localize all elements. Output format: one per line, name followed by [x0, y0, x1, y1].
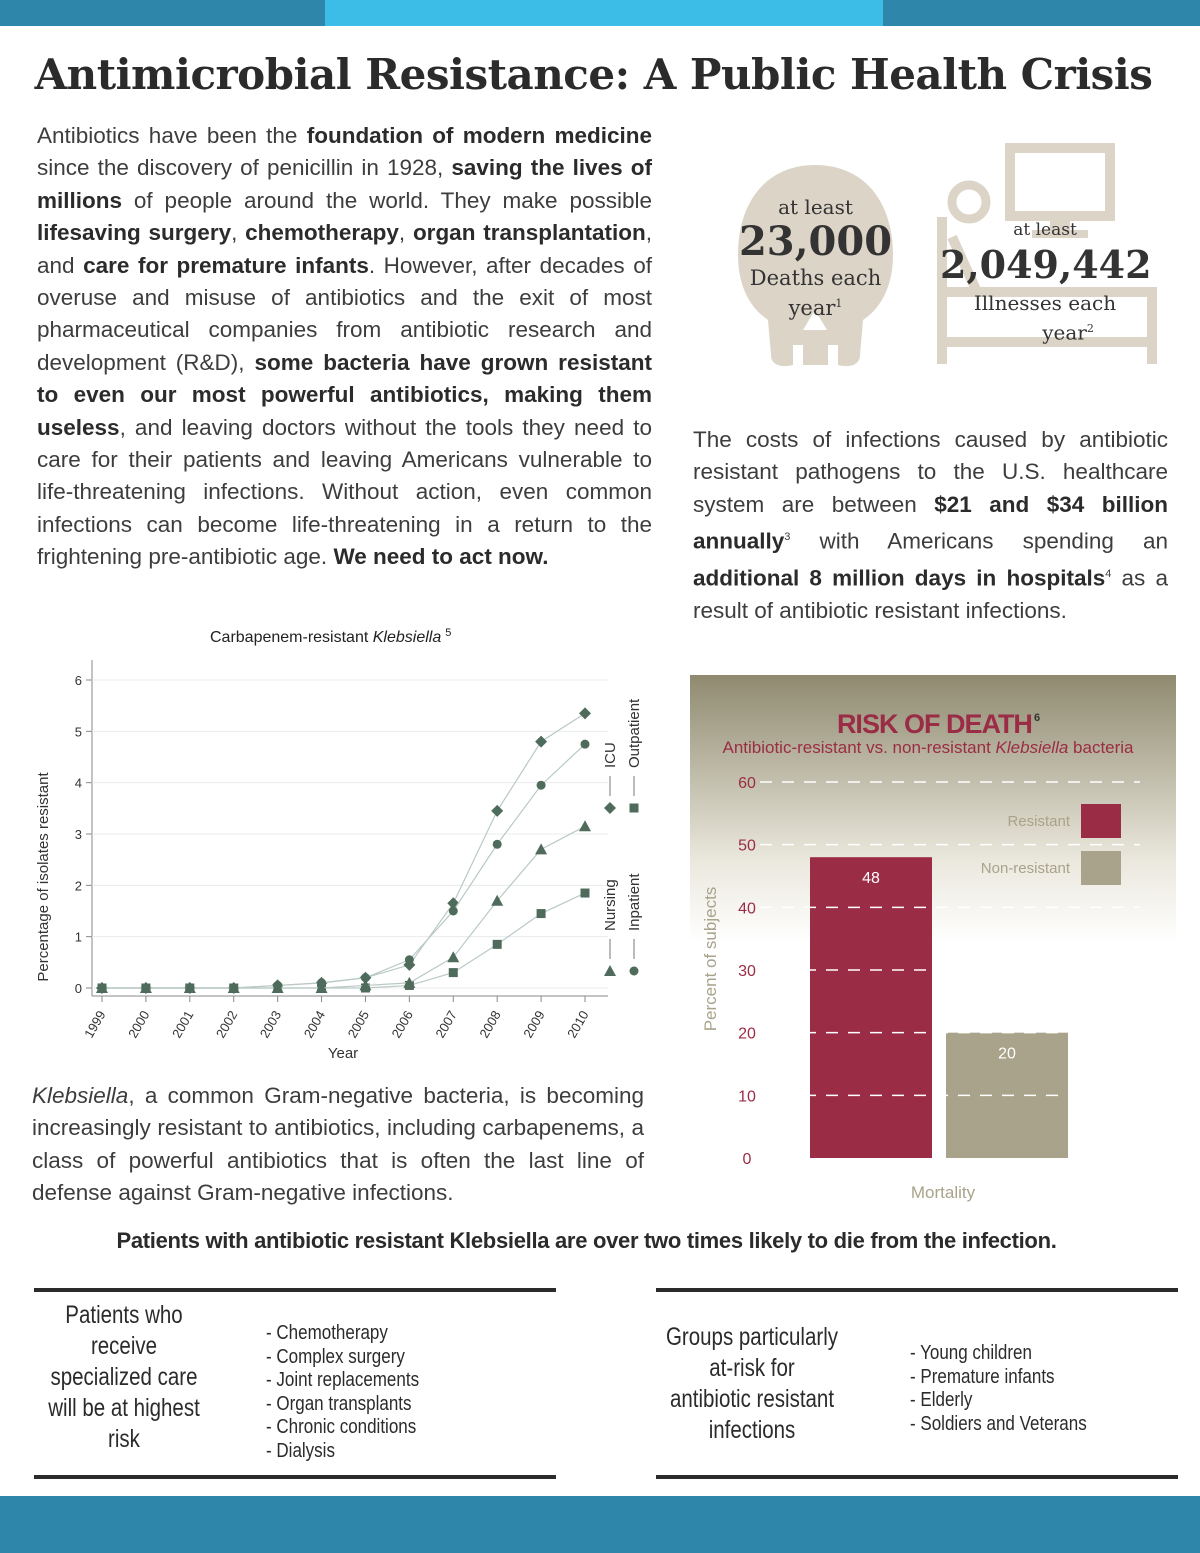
line-chart-y-tick-label: 6	[74, 673, 82, 688]
data-point-inpatient	[98, 984, 107, 993]
costs-ref-4: 4	[1105, 568, 1112, 581]
bar-chart-subtitle: Antibiotic-resistant vs. non-resistant Klebsiella bacteria	[722, 738, 1134, 757]
bar-resistant	[810, 857, 932, 1158]
legend-swatch-non-resistant	[1081, 851, 1121, 885]
klebsiella-paragraph: Klebsiella, a common Gram-negative bacteria, is becoming increasingly resistant to antibiotics, including carbapenems, a class of powerful antibiotics that is often the last line of defense against Gram-negative infections.	[32, 1083, 644, 1206]
illnesses-prefix: at least	[1013, 220, 1077, 240]
data-point-inpatient	[361, 973, 370, 982]
legend-label-non-resistant: Non-resistant	[980, 860, 1070, 877]
bar-chart-title: RISK OF DEATH $^6$	[836, 709, 1040, 739]
page-title: Antimicrobial Resistance: A Public Health Crisis	[34, 50, 1153, 99]
series-line-inpatient	[102, 744, 585, 988]
deaths-value: 23,000	[738, 218, 893, 265]
data-point-inpatient	[185, 984, 194, 993]
list-item: - Young children	[910, 1342, 1087, 1366]
line-chart-x-tick-label: 2006	[388, 1008, 416, 1041]
line-chart-y-tick-label: 3	[74, 827, 82, 842]
line-chart-y-tick-label: 4	[74, 775, 82, 791]
legend-label-icu: ICU	[602, 742, 619, 768]
left-box-top-rule	[34, 1288, 556, 1292]
line-chart-title: Carbapenem-resistant Klebsiella $^5$	[210, 627, 452, 646]
data-point-inpatient	[273, 981, 282, 990]
data-point-icu	[535, 736, 547, 748]
data-point-inpatient	[581, 740, 590, 749]
data-point-outpatient	[449, 968, 458, 977]
line-chart-y-tick-label: 5	[74, 724, 82, 740]
right-box-top-rule	[656, 1288, 1178, 1292]
illnesses-label-2: year	[1042, 320, 1087, 345]
costs-ref-3: 3	[784, 531, 791, 544]
bar-chart-y-tick-label: 50	[738, 837, 756, 855]
legend-marker-nursing	[604, 965, 616, 976]
costs-paragraph: The costs of infections caused by antibiotic resistant pathogens to the U.S. healthcare system are between $21 and $34 billion annually$^3$ with Americans spending an additional 8 million days in hospitals$^4$ as a result of antibiotic resistant infections.	[693, 427, 1168, 624]
list-item: - Complex surgery	[266, 1346, 419, 1370]
deaths-prefix: at least	[778, 195, 853, 219]
data-point-inpatient	[229, 984, 238, 993]
left-box-heading: Patients who receive specialized care will be at highest risk	[48, 1301, 200, 1453]
line-chart-x-tick-label: 2009	[520, 1008, 548, 1041]
bar-chart-y-tick-label: 20	[738, 1025, 756, 1043]
line-chart-x-tick-label: 2002	[212, 1008, 241, 1041]
line-chart-x-tick-label: 2007	[432, 1008, 460, 1041]
at-risk-groups-list	[910, 1342, 1087, 1436]
risk-of-death-bar-chart	[690, 675, 1176, 1210]
list-item: - Chemotherapy	[266, 1322, 419, 1346]
series-line-icu	[102, 713, 585, 988]
legend-swatch-resistant	[1081, 804, 1121, 838]
line-chart-x-tick-label: 2001	[168, 1008, 197, 1041]
data-point-outpatient	[493, 940, 502, 949]
data-point-inpatient	[537, 781, 546, 790]
series-line-outpatient	[102, 893, 585, 988]
data-point-outpatient	[581, 889, 590, 898]
legend-label-outpatient: Outpatient	[626, 698, 643, 768]
data-point-inpatient	[449, 907, 458, 916]
line-chart-x-tick-label: 2008	[476, 1008, 504, 1041]
klebsiella-line-chart	[30, 620, 660, 1070]
bar-chart-y-tick-label: 40	[738, 900, 756, 918]
left-box-bottom-rule	[34, 1475, 556, 1479]
illnesses-ref: 2	[1086, 322, 1094, 335]
list-item: - Elderly	[910, 1389, 1087, 1413]
list-item: - Soldiers and Veterans	[910, 1413, 1087, 1437]
bar-chart-y-tick-label: 60	[738, 775, 756, 792]
bottom-banner-bar	[0, 1496, 1200, 1553]
data-point-icu	[579, 707, 591, 719]
line-chart-y-tick-label: 2	[74, 878, 82, 894]
list-item: - Premature infants	[910, 1366, 1087, 1390]
bar-chart-xlabel: Mortality	[910, 1183, 976, 1202]
line-chart-y-tick-label: 1	[74, 929, 82, 945]
illnesses-value: 2,049,442	[940, 242, 1152, 287]
deaths-stat	[733, 195, 898, 321]
line-chart-xlabel: Year	[327, 1045, 359, 1062]
legend-label-resistant: Resistant	[1007, 813, 1070, 830]
line-chart-x-tick-label: 2000	[125, 1008, 153, 1041]
legend-marker-icu	[604, 802, 616, 814]
line-chart-ylabel: Percentage of isolates resistant	[35, 772, 52, 982]
line-chart-x-tick-label: 2005	[344, 1008, 373, 1041]
legend-marker-inpatient	[630, 967, 639, 976]
right-box-heading: Groups particularly at-risk for antibiotic resistant infections	[665, 1323, 839, 1444]
data-point-icu	[491, 805, 503, 817]
legend-marker-outpatient	[630, 804, 639, 813]
specialized-care-list	[266, 1322, 419, 1463]
bar-chart-ylabel: Percent of subjects	[701, 886, 720, 1032]
right-box-bottom-rule	[656, 1475, 1178, 1479]
line-chart-x-tick-label: 2010	[564, 1008, 592, 1041]
series-line-nursing	[102, 826, 585, 988]
deaths-ref: 1	[835, 297, 843, 310]
line-chart-y-tick-label: 0	[74, 981, 82, 996]
data-point-nursing	[535, 843, 547, 854]
line-chart-x-tick-label: 2003	[256, 1008, 285, 1041]
data-point-nursing	[447, 951, 459, 962]
bar-chart-y-tick-label: 10	[738, 1088, 756, 1106]
illnesses-label: Illnesses each	[973, 291, 1117, 315]
data-point-inpatient	[493, 840, 502, 849]
list-item: - Organ transplants	[266, 1393, 419, 1417]
intro-paragraph: Antibiotics have been the foundation of modern medicine since the discovery of penicillin in 1928, saving the lives of millions of people around the world. They make possible lifesaving surgery, chemotherapy, organ transplantation, and care for premature infants. However, after decades of overuse and misuse of antibiotics and the exit of most pharmaceutical companies from antibiotic research and development (R&D), some bacteria have grown resistant to even our most powerful antibiotics, making them useless, and leaving doctors without the tools they need to care for their patients and leaving Americans vulnerable to life-threatening infections. Without action, even common infections can become life-threatening in a return to the frightening pre-antibiotic age. We need to act now.	[37, 123, 653, 570]
data-point-outpatient	[537, 909, 546, 918]
deaths-label-2: year	[788, 296, 836, 320]
bar-value-resistant: 48	[862, 870, 880, 888]
bar-value-non-resistant: 20	[998, 1045, 1016, 1063]
conclusion-text: Patients with antibiotic resistant Klebsiella are over two times likely to die from the infection.	[116, 1228, 1057, 1253]
data-point-inpatient	[405, 955, 414, 964]
list-item: - Joint replacements	[266, 1369, 419, 1393]
top-banner-accent	[325, 0, 883, 26]
deaths-label: Deaths each	[749, 266, 882, 290]
legend-label-inpatient: Inpatient	[626, 873, 643, 931]
data-point-nursing	[579, 820, 591, 831]
bar-chart-y-tick-label: 30	[738, 963, 756, 980]
bar-chart-y-tick-label: 0	[742, 1151, 752, 1168]
list-item: - Dialysis	[266, 1440, 419, 1464]
data-point-inpatient	[141, 984, 150, 993]
data-point-inpatient	[317, 978, 326, 987]
list-item: - Chronic conditions	[266, 1416, 419, 1440]
line-chart-x-tick-label: 2004	[300, 1008, 329, 1041]
line-chart-x-tick-label: 1999	[81, 1008, 109, 1041]
legend-label-nursing: Nursing	[602, 879, 619, 931]
illnesses-stat	[940, 220, 1150, 346]
